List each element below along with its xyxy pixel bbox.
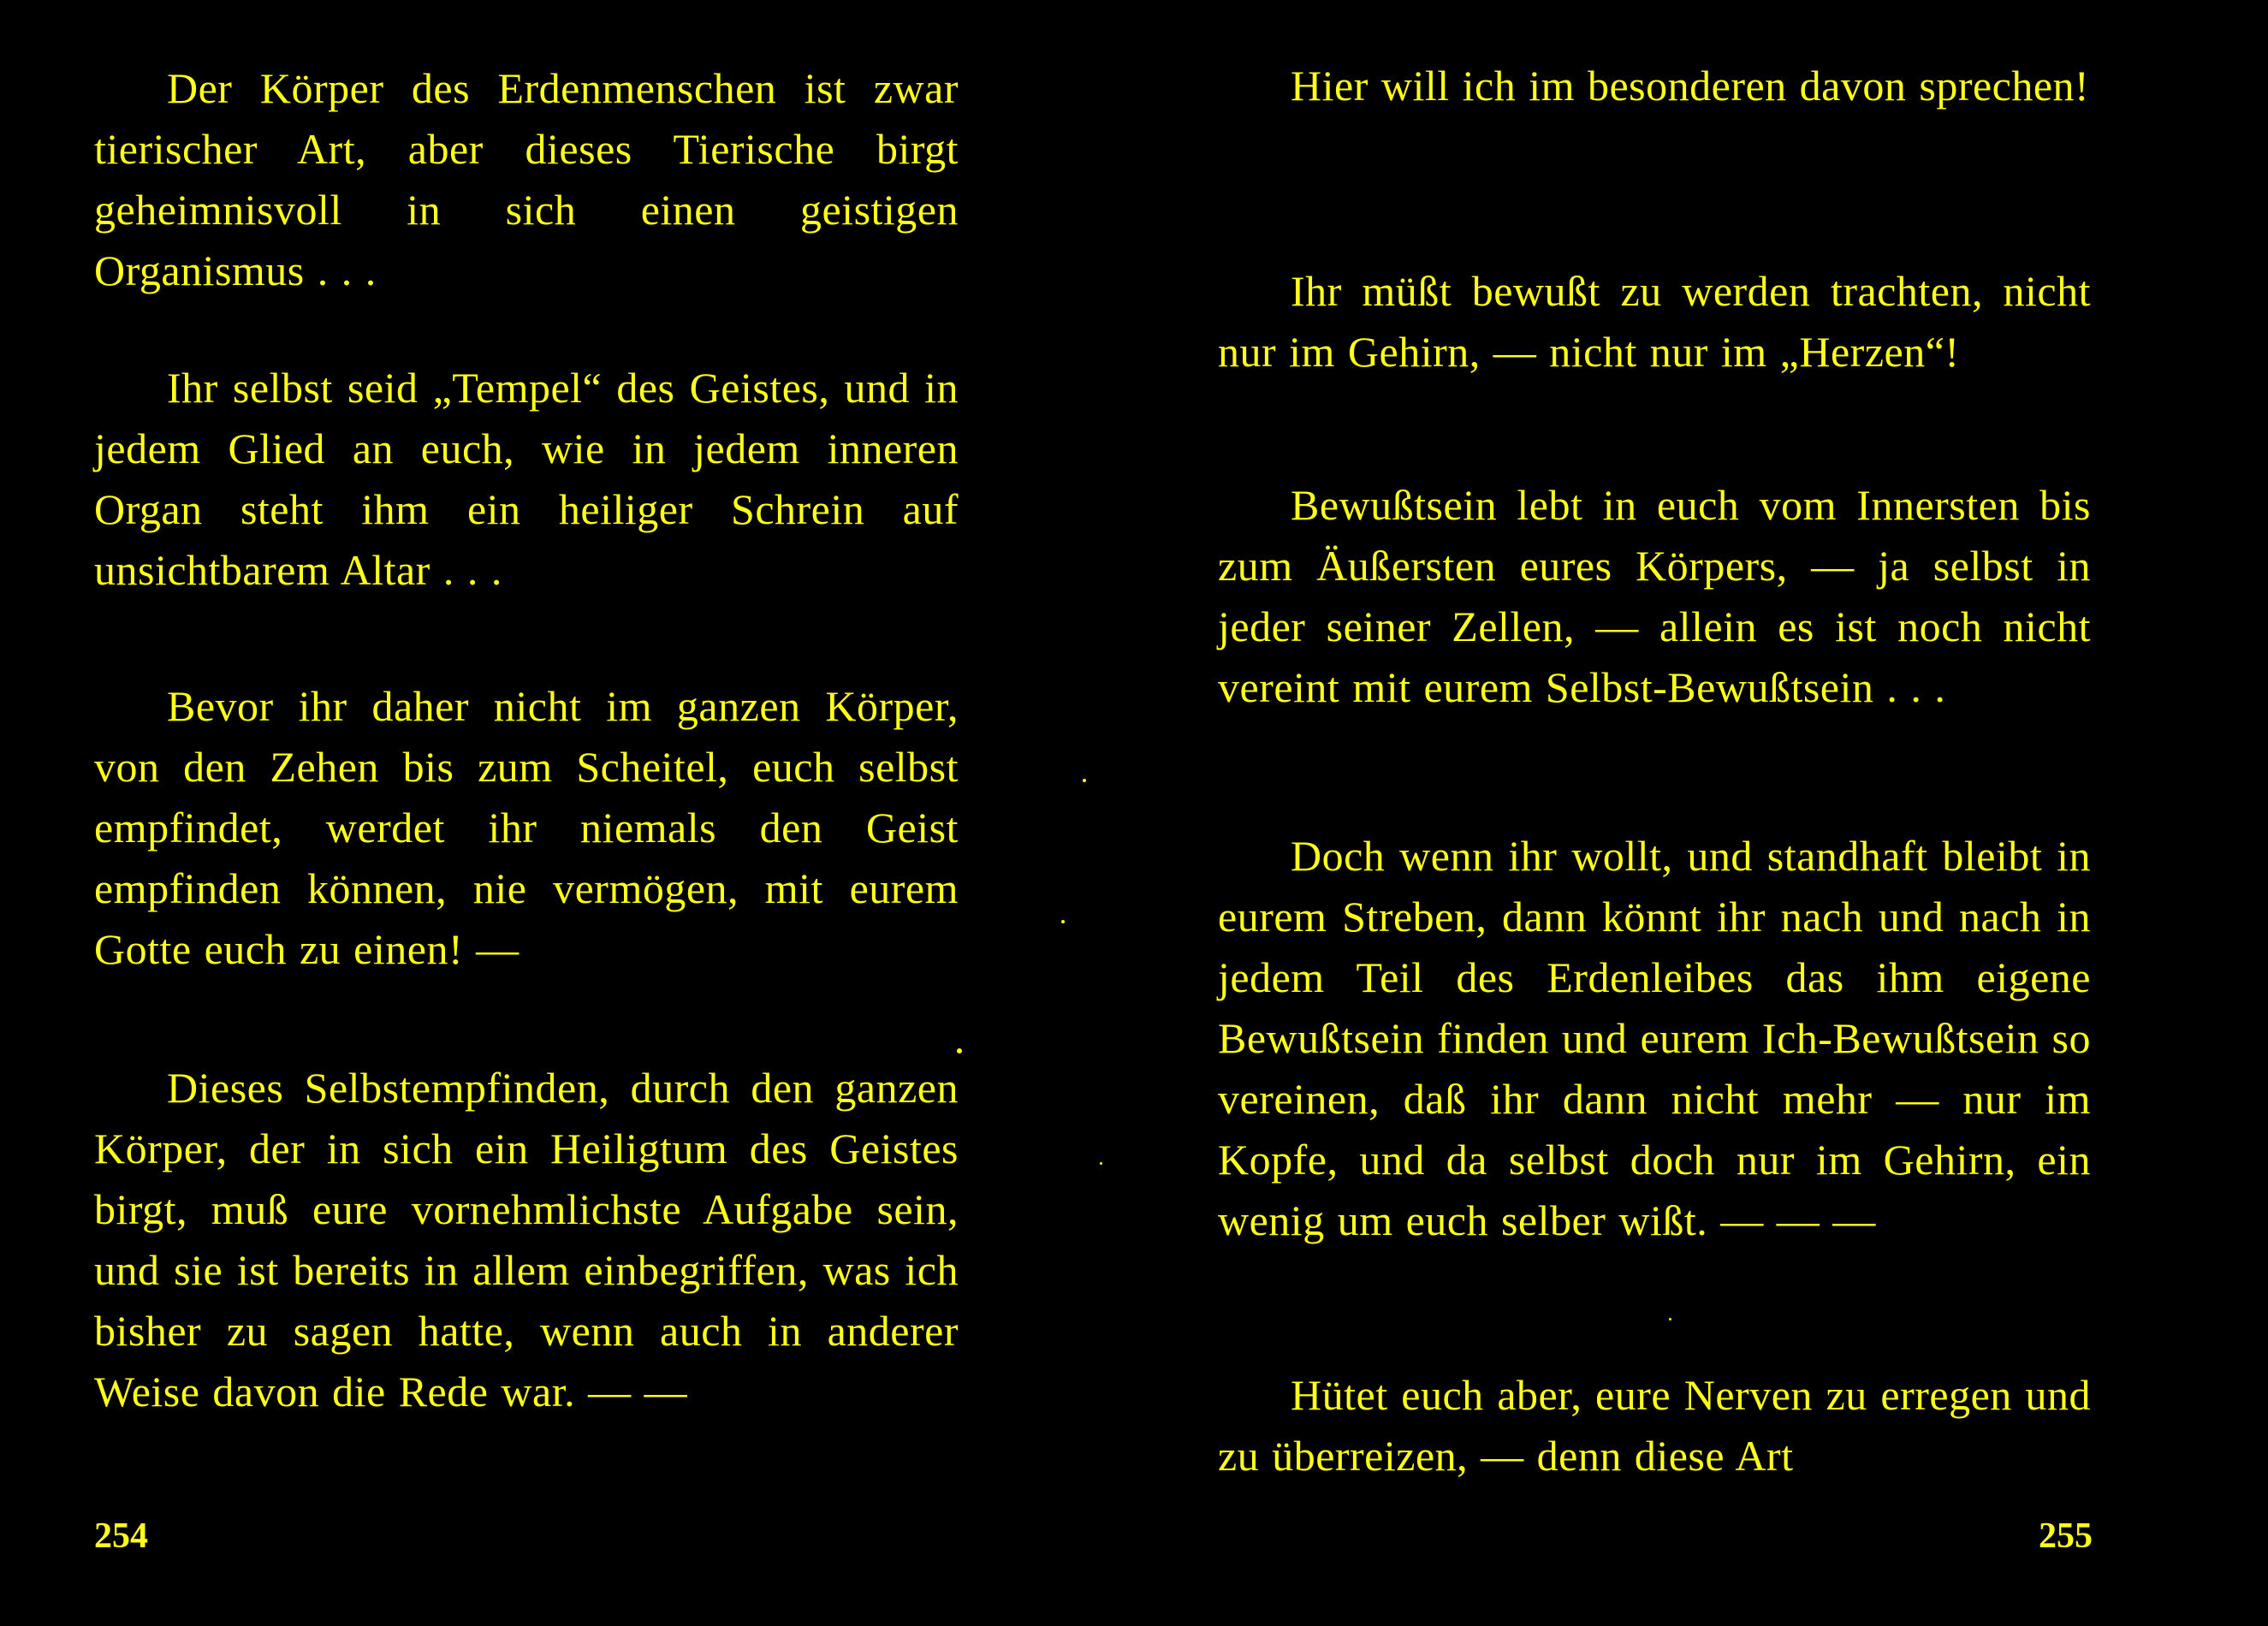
print-speck xyxy=(957,1048,962,1053)
left-paragraph-3: Bevor ihr daher nicht im ganzen Körper, von den Zehen bis zum Scheitel, euch selbst empfindet, werdet ihr niemals den Geist empfinden können, nie vermögen, mit eurem Gotte euch zu einen! — xyxy=(94,682,959,973)
print-speck xyxy=(1100,1162,1102,1165)
page-number-right: 255 xyxy=(2039,1516,2093,1556)
right-paragraph-5: Hütet euch aber, eure Nerven zu erregen und zu überreizen, — denn diese Art xyxy=(1218,1371,2091,1480)
print-speck xyxy=(1083,779,1086,782)
right-paragraph-2: Ihr müßt bewußt zu werden trachten, nicht nur im Gehirn, — nicht nur im „Herzen“! xyxy=(1218,267,2091,376)
print-speck xyxy=(1061,920,1065,923)
left-paragraph-4: Dieses Selbstempfinden, durch den ganzen Körper, der in sich ein Heiligtum des Geistes birgt, muß eure vornehmlichste Aufgabe sein, und sie ist bereits in allem einbegriffen, was ich bisher zu sagen hatte, wenn auch in anderer Weise davon die Rede war. — — xyxy=(94,1064,959,1415)
page-number-left: 254 xyxy=(94,1516,148,1556)
print-speck xyxy=(1669,1318,1671,1320)
right-paragraph-4: Doch wenn ihr wollt, und standhaft bleibt in eurem Streben, dann könnt ihr nach und nach in jedem Teil des Erdenleibes das ihm eigene Bewußtsein finden und eurem Ich-Bewußtsein so vereinen, daß ihr dann nicht mehr — nur im Kopfe, und da selbst doch nur im Gehirn, ein wenig um euch selber wißt. — — — xyxy=(1218,832,2091,1244)
right-paragraph-3: Bewußtsein lebt in euch vom Innersten bis zum Äußersten eures Körpers, — ja selbst in jeder seiner Zellen, — allein es ist noch nicht vereint mit eurem Selbst-Bewußtsein . . . xyxy=(1218,481,2091,711)
left-paragraph-2: Ihr selbst seid „Tempel“ des Geistes, und in jedem Glied an euch, wie in jedem inneren Organ steht ihm ein heiliger Schrein auf unsichtbarem Altar . . . xyxy=(94,364,959,594)
right-paragraph-1: Hier will ich im besonderen davon sprechen! xyxy=(1291,62,2090,110)
left-paragraph-1: Der Körper des Erdenmenschen ist zwar tierischer Art, aber dieses Tierische birgt geheimnisvoll in sich einen geistigen Organismus . . . xyxy=(94,64,959,294)
